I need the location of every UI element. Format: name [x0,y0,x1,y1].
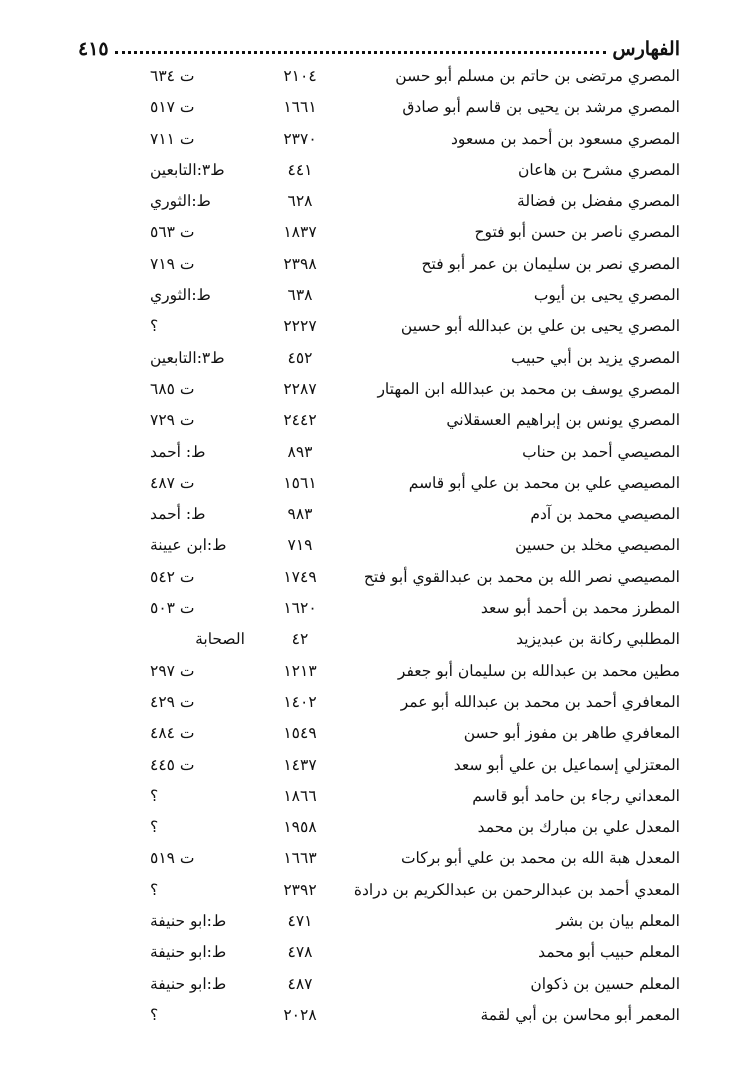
index-entry [0,187,743,218]
entry-reference: ت ٧١١ [150,129,195,148]
entry-name: المصري يزيد بن أبي حبيب [511,348,680,367]
entry-name: المعدل هبة الله بن محمد بن علي أبو بركات [400,849,680,868]
index-entry [0,625,743,656]
entry-number: ٦٣٨ [287,286,313,305]
entry-reference: ت ٧١٩ [150,254,195,273]
entry-name: المطرز محمد بن أحمد أبو سعد [480,599,680,618]
entry-number: ٨٩٣ [287,442,313,461]
entry-name: مطين محمد بن عبدالله بن سليمان أبو جعفر [397,661,680,680]
entry-number: ١٦٢٠ [283,599,317,618]
entry-name: المصري يوسف بن محمد بن عبدالله ابن المهتار [377,379,680,398]
entry-reference: ط:الثوري [150,286,211,305]
index-entry [0,531,743,562]
entry-number: ٤٧١ [287,912,313,931]
index-entry [0,876,743,907]
entry-name: المطلبي ركانة بن عبديزيد [516,630,680,649]
entry-number: ٧١٩ [287,536,313,555]
entry-name: المصري مفضل بن فضالة [517,192,680,211]
entry-reference: ؟ [150,880,159,899]
entry-number: ١٥٤٩ [283,724,317,743]
entry-reference: ط: أحمد [150,442,206,461]
index-entry [0,469,743,500]
entry-name: المعلم حسين بن ذكوان [530,974,680,993]
index-entry [0,500,743,531]
index-entry [0,688,743,719]
entry-number: ١٤٣٧ [283,755,317,774]
entry-reference: ط:الثوري [150,192,211,211]
entry-number: ٦٢٨ [287,192,313,211]
entry-reference: ؟ [150,1005,159,1024]
entry-name: المعدي أحمد بن عبدالرحمن بن عبدالكريم بن درادة [353,880,680,899]
entry-number: ٤٢ [291,630,309,649]
entry-name: المعدل علي بن مبارك بن محمد [477,818,680,837]
index-entry [0,281,743,312]
entry-name: المصري نصر بن سليمان بن عمر أبو فتح [421,254,680,273]
entry-name: المصري مرشد بن يحيى بن قاسم أبو صادق [402,98,680,117]
entry-number: ١٤٠٢ [283,692,317,711]
entry-number: ٢٣٧٠ [283,129,317,148]
entry-number: ١٨٣٧ [283,223,317,242]
page-header [78,32,680,60]
entry-number: ٤٥٢ [287,348,313,367]
index-entry [0,125,743,156]
index-entry [0,250,743,281]
entry-name: المصيصي نصر الله بن محمد بن عبدالقوي أبو فتح [363,567,680,586]
entry-name: المعافري أحمد بن محمد بن عبدالله أبو عمر [400,692,680,711]
index-entry [0,375,743,406]
entry-number: ١٧٤٩ [283,567,317,586]
entry-name: المعلم حبيب أبو محمد [538,943,680,962]
index-entry [0,782,743,813]
entry-name: المعتزلي إسماعيل بن علي أبو سعد [453,755,680,774]
entry-reference: ت ٦٣٤ [150,67,195,85]
index-entry [0,938,743,969]
entry-number: ٢٠٢٨ [283,1005,317,1024]
index-entry [0,751,743,782]
entry-name: المعداني رجاء بن حامد أبو قاسم [472,786,680,805]
index-entry [0,93,743,124]
index-entry [0,1001,743,1032]
entry-number: ٩٨٣ [287,505,313,524]
entry-number: ٤٨٧ [287,974,313,993]
entry-number: ١٢١٣ [283,661,317,680]
entry-number: ٢٤٤٢ [283,411,317,430]
entry-reference: ط:ابو حنيفة [150,974,227,993]
entry-name: المصري يونس بن إبراهيم العسقلاني [446,411,680,430]
entry-reference: ت ٥١٩ [150,849,195,868]
index-entry [0,657,743,688]
index-entry [0,156,743,187]
entry-name: المصري ناصر بن حسن أبو فتوح [474,223,680,242]
entry-number: ٢٣٩٢ [283,880,317,899]
entry-reference: ط:ابو حنيفة [150,943,227,962]
entry-reference: ت ٤٨٤ [150,724,195,743]
index-entry [0,813,743,844]
entry-reference: ت ٢٩٧ [150,661,195,680]
entry-name: المصيصي أحمد بن حناب [522,442,680,461]
entry-reference: ط:ابن عيينة [150,536,227,555]
entry-reference: ت ٤٢٩ [150,692,195,711]
index-entry [0,62,743,93]
entry-number: ٤٤١ [287,160,313,179]
index-entry [0,563,743,594]
index-entry [0,312,743,343]
entry-number: ٤٧٨ [287,943,313,962]
entry-name: المصري يحيى بن أيوب [533,286,680,305]
page-number: ٤١٥ [78,38,109,60]
index-entry [0,907,743,938]
entry-number: ١٦٦٣ [283,849,317,868]
entry-name: المصري يحيى بن علي بن عبدالله أبو حسين [400,317,680,336]
entry-name: المعلم بيان بن بشر [556,912,680,931]
page-title: الفهارس [612,38,680,60]
entry-name: المصري مسعود بن أحمد بن مسعود [451,129,680,148]
index-entry [0,719,743,750]
entry-number: ٢١٠٤ [283,67,317,85]
index-entry [0,406,743,437]
entry-reference: ت ٥٦٣ [150,223,195,242]
entry-reference: ط:ابو حنيفة [150,912,227,931]
entry-reference: ت ٤٨٧ [150,473,195,492]
entry-number: ١٩٥٨ [283,818,317,837]
entry-number: ١٦٦١ [283,98,317,117]
entry-reference: ؟ [150,317,159,336]
entry-reference: ت ٥٠٣ [150,599,195,618]
entry-reference: ت ٥٤٢ [150,567,195,586]
index-entry [0,438,743,469]
index-entry [0,970,743,1001]
index-entry [0,844,743,875]
entry-reference: ط٣:التابعين [150,348,225,367]
entry-name: المصري مشرح بن هاعان [518,160,680,179]
entry-reference: ت ٦٨٥ [150,379,195,398]
header-dot-leader [115,50,607,54]
entry-name: المصيصي علي بن محمد بن علي أبو قاسم [408,473,680,492]
entry-name: المعافري طاهر بن مفوز أبو حسن [463,724,680,743]
entry-reference: ت ٧٢٩ [150,411,195,430]
entry-reference: ط: أحمد [150,505,206,524]
index-entry [0,594,743,625]
entry-name: المعمر أبو محاسن بن أبي لقمة [480,1005,680,1024]
entry-reference: ت ٤٤٥ [150,755,195,774]
entry-number: ١٥٦١ [283,473,317,492]
entry-name: المصري مرتضى بن حاتم بن مسلم أبو حسن [395,67,680,85]
entry-number: ٢٢٢٧ [283,317,317,336]
entry-name: المصيصي مخلد بن حسين [515,536,680,555]
entry-reference: ؟ [150,786,159,805]
entry-reference: ط٣:التابعين [150,160,225,179]
entry-name: المصيصي محمد بن آدم [530,505,680,524]
entry-number: ٢٣٩٨ [283,254,317,273]
index-list [0,62,743,1032]
index-entry [0,344,743,375]
entry-number: ١٨٦٦ [283,786,317,805]
entry-reference: ت ٥١٧ [150,98,195,117]
entry-reference: الصحابة [195,630,245,649]
index-entry [0,218,743,249]
entry-number: ٢٢٨٧ [283,379,317,398]
entry-reference: ؟ [150,818,159,837]
